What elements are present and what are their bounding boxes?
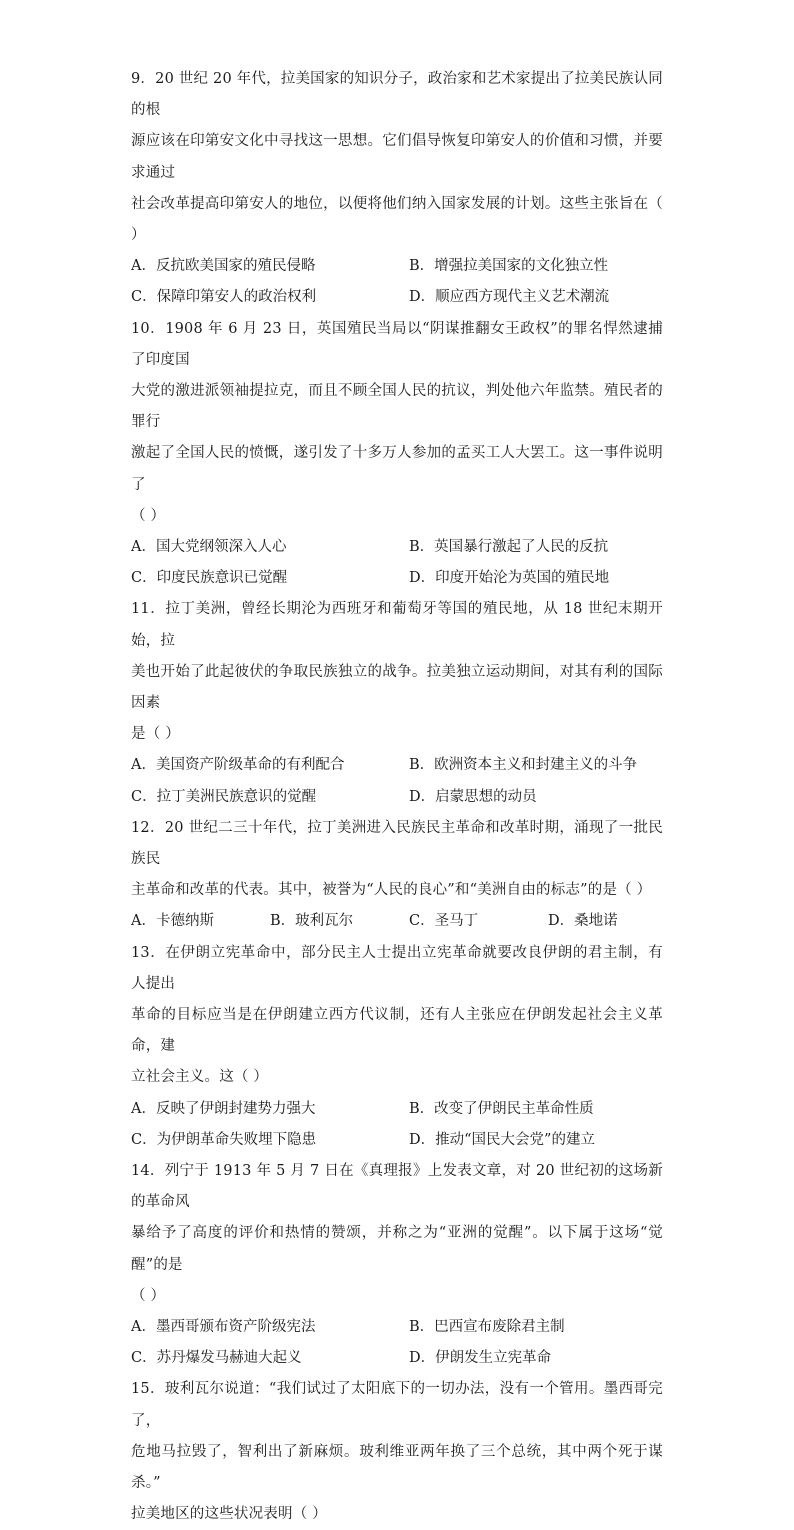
stem-line — [131, 1156, 663, 1218]
option-text: 墨西哥颁布资产阶级宪法 — [155, 1318, 316, 1335]
options-list — [131, 750, 663, 812]
option-letter: D． — [409, 570, 436, 587]
stem-text: 社会改革提高印第安人的地位，以便将他们纳入国家发展的计划。这些主张旨在（ ） — [131, 195, 663, 244]
option-letter: D． — [409, 788, 436, 805]
options-row — [131, 251, 663, 282]
stem-text: 大党的激进派领袖提拉克，而且不顾全国人民的抗议，判处他六年监禁。殖民者的罪行 — [131, 383, 663, 431]
options-row — [131, 1094, 663, 1125]
option-text: 印度开始沦为英国的殖民地 — [435, 570, 610, 587]
option-letter: C． — [131, 1131, 157, 1148]
option-letter: B． — [270, 913, 296, 930]
option-b[interactable] — [270, 906, 409, 937]
stem-text: 在伊朗立宪革命中，部分民主人士提出立宪革命就要改良伊朗的君主制，有人提出 — [131, 944, 663, 992]
option-text: 巴西宣布废除君主制 — [434, 1318, 565, 1335]
stem-line — [131, 189, 663, 251]
option-letter: A． — [131, 539, 156, 556]
option-letter: D． — [548, 913, 575, 930]
option-d[interactable] — [409, 1343, 687, 1374]
option-c[interactable] — [409, 906, 548, 937]
option-a[interactable] — [131, 251, 409, 282]
stem-line — [131, 1281, 663, 1312]
option-text: 玻利瓦尔 — [295, 913, 354, 930]
option-text: 反映了伊朗封建势力强大 — [155, 1100, 316, 1117]
options-row — [131, 532, 663, 563]
option-text: 改变了伊朗民主革命性质 — [434, 1100, 594, 1117]
option-text: 美国资产阶级革命的有利配合 — [155, 757, 345, 774]
option-c[interactable] — [131, 1343, 409, 1374]
option-text: 为伊朗革命失败埋下隐患 — [156, 1131, 317, 1148]
option-letter: D． — [409, 1131, 436, 1148]
option-text: 桑地诺 — [574, 913, 618, 930]
options-row — [131, 782, 663, 813]
option-b[interactable] — [409, 1312, 687, 1343]
options-row — [131, 1343, 663, 1374]
question-stem — [131, 64, 663, 251]
option-letter: C． — [131, 788, 157, 805]
option-text: 印度民族意识已觉醒 — [156, 570, 288, 587]
stem-text: 是（ ） — [131, 726, 180, 743]
options-list — [131, 532, 663, 594]
option-d[interactable] — [409, 1125, 687, 1156]
option-b[interactable] — [409, 532, 687, 563]
question-stem — [131, 594, 663, 750]
stem-line — [131, 438, 663, 500]
stem-text: 革命的目标应当是在伊朗建立西方代议制，还有人主张应在伊朗发起社会主义革命，建 — [131, 1006, 663, 1055]
question-number: 11． — [131, 601, 166, 618]
stem-text: 1908 年 6 月 23 日，英国殖民当局以“阴谋推翻女王政权”的罪名悍然逮捕了印度国 — [131, 320, 663, 368]
option-d[interactable] — [409, 282, 687, 313]
stem-line — [131, 126, 663, 188]
option-d[interactable] — [409, 782, 687, 813]
option-text: 欧洲资本主义和封建主义的斗争 — [434, 757, 638, 774]
option-text: 顺应西方现代主义艺术潮流 — [435, 289, 610, 306]
option-text: 推动“国民大会党”的建立 — [435, 1131, 595, 1148]
option-letter: C． — [131, 289, 157, 306]
stem-text: 立社会主义。这（ ） — [131, 1069, 269, 1086]
option-letter: B． — [409, 1318, 435, 1335]
stem-text: 美也开始了此起彼伏的争取民族独立的战争。拉美独立运动期间，对其有利的国际因素 — [131, 663, 663, 711]
option-text: 启蒙思想的动员 — [435, 788, 537, 805]
stem-line — [131, 64, 663, 126]
question-number: 14． — [131, 1162, 165, 1179]
option-text: 圣马丁 — [434, 913, 479, 930]
question-number: 9． — [131, 71, 156, 87]
question-stem — [131, 938, 663, 1094]
option-letter: D． — [409, 289, 436, 306]
stem-line — [131, 1218, 663, 1280]
question-number: 13． — [131, 944, 166, 961]
stem-text: 20 世纪二三十年代，拉丁美洲进入民族民主革命和改革时期，涌现了一批民族民 — [131, 819, 663, 867]
option-text: 反抗欧美国家的殖民侵略 — [155, 258, 316, 275]
option-a[interactable] — [131, 906, 270, 937]
question-9 — [131, 64, 663, 314]
option-text: 增强拉美国家的文化独立性 — [434, 258, 609, 275]
question-10 — [131, 314, 663, 595]
question-stem — [131, 1374, 663, 1530]
stem-text: 激起了全国人民的愤慨，遂引发了十多万人参加的孟买工人大罢工。这一事件说明了 — [131, 445, 663, 493]
option-a[interactable] — [131, 1312, 409, 1343]
options-row — [131, 750, 663, 781]
stem-line — [131, 1499, 663, 1530]
option-text: 拉丁美洲民族意识的觉醒 — [156, 788, 317, 805]
option-c[interactable] — [131, 1125, 409, 1156]
options-list — [131, 251, 663, 313]
stem-text: 列宁于 1913 年 5 月 7 日在《真理报》上发表文章，对 20 世纪初的这场新的革命风 — [131, 1162, 663, 1211]
option-c[interactable] — [131, 282, 409, 313]
options-row — [131, 906, 663, 937]
option-c[interactable] — [131, 782, 409, 813]
question-stem — [131, 813, 663, 907]
stem-line — [131, 1062, 663, 1093]
options-list — [131, 1312, 663, 1374]
stem-text: 玻利瓦尔说道：“我们试过了太阳底下的一切办法，没有一个管用。墨西哥完了， — [131, 1381, 663, 1429]
question-12 — [131, 813, 663, 938]
option-a[interactable] — [131, 1094, 409, 1125]
stem-text: 拉美地区的这些状况表明（ ） — [131, 1506, 327, 1523]
stem-line — [131, 875, 663, 906]
question-number: 12． — [131, 819, 165, 836]
stem-line — [131, 1374, 663, 1436]
stem-line — [131, 657, 663, 719]
option-letter: C． — [131, 1350, 157, 1367]
stem-text: 暴给予了高度的评价和热情的赞颂，并称之为“亚洲的觉醒”。以下属于这场“觉醒”的是 — [131, 1225, 663, 1273]
question-14 — [131, 1156, 663, 1374]
stem-line — [131, 501, 663, 532]
option-letter: C． — [409, 913, 435, 930]
options-list — [131, 1094, 663, 1156]
option-text: 苏丹爆发马赫迪大起义 — [156, 1350, 302, 1367]
question-11 — [131, 594, 663, 812]
stem-line — [131, 314, 663, 376]
stem-line — [131, 376, 663, 438]
option-letter: A． — [131, 913, 156, 930]
option-text: 国大党纲领深入人心 — [155, 539, 287, 556]
stem-line — [131, 719, 663, 750]
stem-text: 20 世纪 20 年代，拉美国家的知识分子，政治家和艺术家提出了拉美民族认同的根 — [131, 71, 663, 119]
option-text: 伊朗发生立宪革命 — [435, 1350, 552, 1367]
option-letter: B． — [409, 258, 435, 275]
option-a[interactable] — [131, 532, 409, 563]
question-stem — [131, 1156, 663, 1312]
option-text: 保障印第安人的政治权利 — [156, 289, 317, 306]
stem-text: 主革命和改革的代表。其中，被誉为“人民的良心”和“美洲自由的标志”的是（ ） — [131, 882, 652, 899]
option-letter: B． — [409, 1100, 435, 1117]
option-text: 英国暴行激起了人民的反抗 — [434, 539, 609, 556]
stem-text: 拉丁美洲，曾经长期沦为西班牙和葡萄牙等国的殖民地，从 18 世纪末期开始，拉 — [131, 601, 663, 649]
question-15 — [131, 1374, 663, 1530]
stem-line — [131, 1437, 663, 1499]
option-letter: B． — [409, 757, 435, 774]
option-letter: B． — [409, 539, 435, 556]
stem-text: （ ） — [131, 1287, 166, 1304]
option-letter: C． — [131, 570, 157, 587]
option-d[interactable] — [409, 563, 687, 594]
option-b[interactable] — [409, 251, 687, 282]
options-row — [131, 282, 663, 313]
option-letter: A． — [131, 1318, 156, 1335]
option-letter: A． — [131, 1100, 156, 1117]
option-d[interactable] — [548, 906, 687, 937]
stem-line — [131, 594, 663, 656]
options-row — [131, 1312, 663, 1343]
stem-text: 危地马拉毁了，智利出了新麻烦。玻利维亚两年换了三个总统，其中两个死于谋杀。” — [131, 1443, 663, 1491]
question-stem — [131, 314, 663, 532]
option-a[interactable] — [131, 750, 409, 781]
option-b[interactable] — [409, 750, 687, 781]
option-text: 卡德纳斯 — [155, 913, 214, 930]
question-number: 15． — [131, 1381, 165, 1398]
options-row — [131, 1125, 663, 1156]
option-c[interactable] — [131, 563, 409, 594]
option-letter: A． — [131, 258, 156, 275]
stem-line — [131, 938, 663, 1000]
question-number: 10． — [131, 320, 166, 337]
option-b[interactable] — [409, 1094, 687, 1125]
question-13 — [131, 938, 663, 1156]
stem-line — [131, 1000, 663, 1062]
stem-text: 源应该在印第安文化中寻找这一思想。它们倡导恢复印第安人的价值和习惯，并要求通过 — [131, 133, 663, 181]
options-row — [131, 563, 663, 594]
option-letter: A． — [131, 757, 156, 774]
exam-page — [131, 64, 663, 1530]
option-letter: D． — [409, 1350, 436, 1367]
options-list — [131, 906, 663, 937]
stem-line — [131, 813, 663, 875]
stem-text: （ ） — [131, 507, 166, 524]
